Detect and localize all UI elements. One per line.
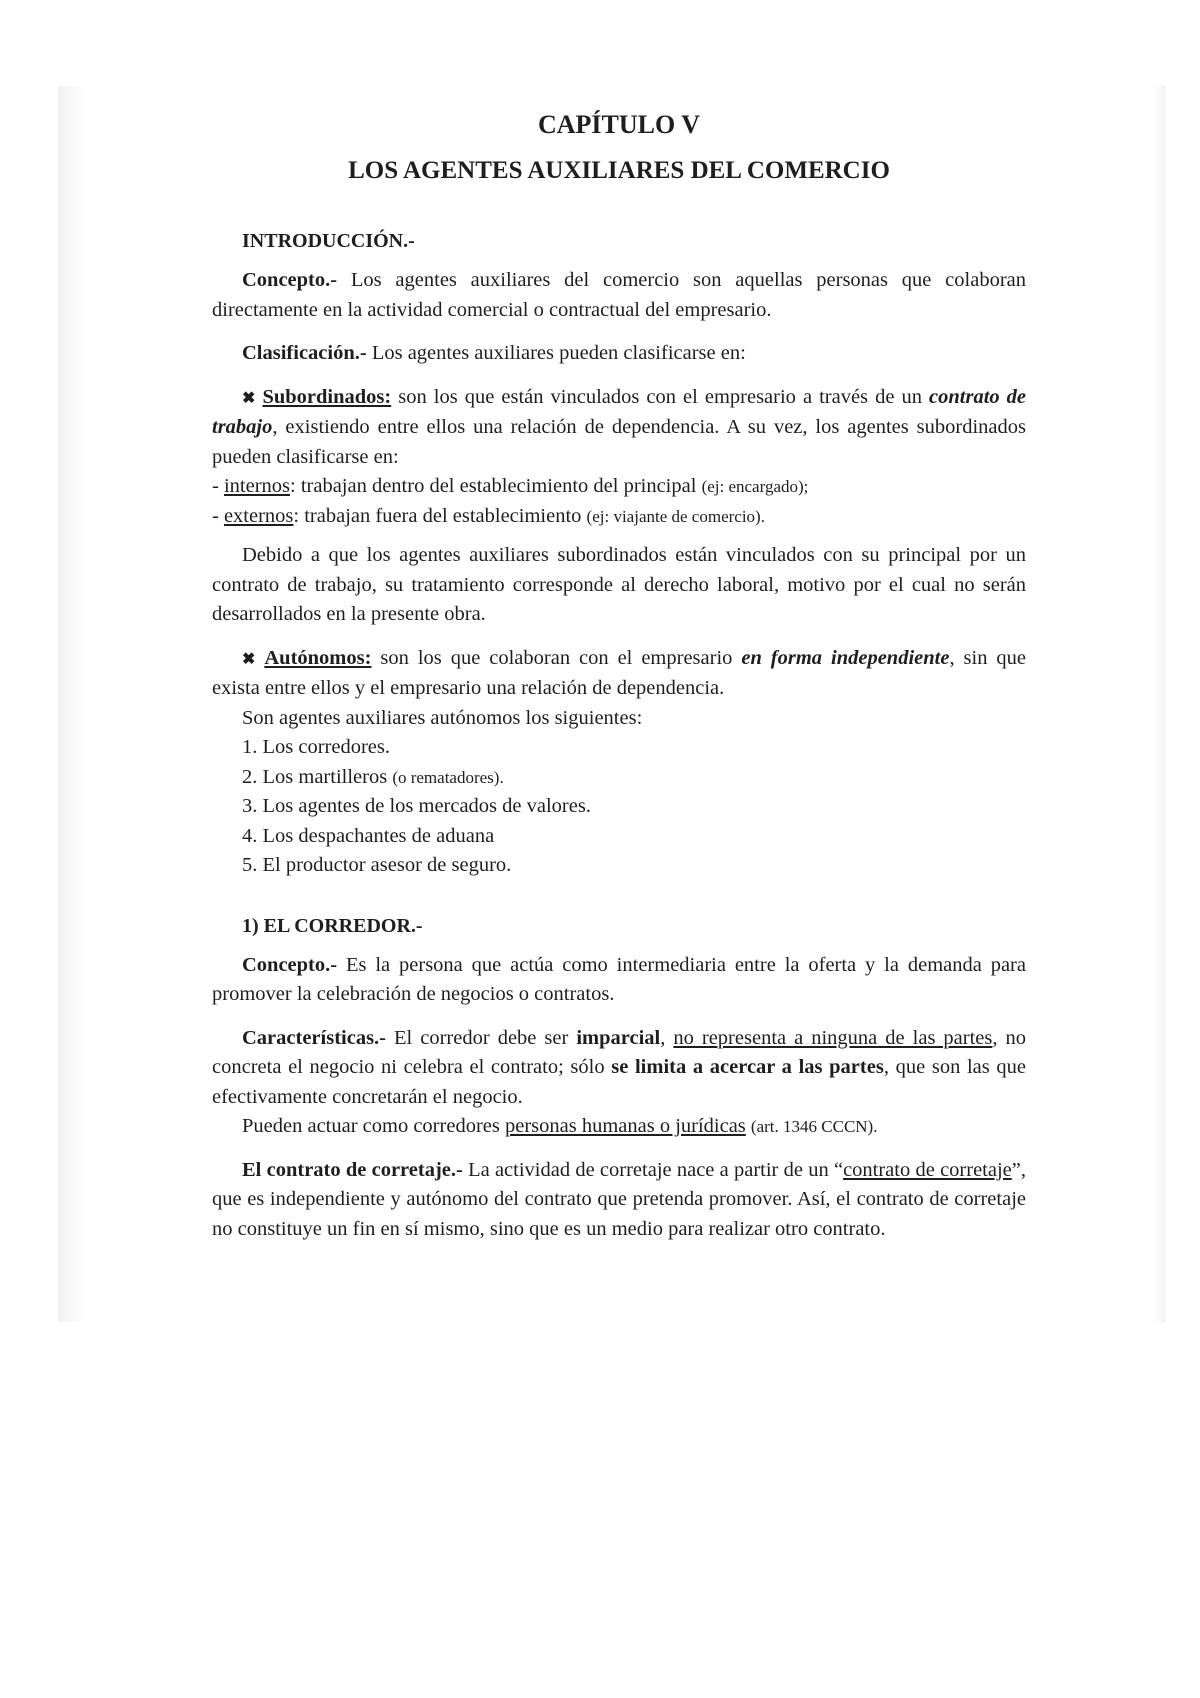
paragraph-caracteristicas: Características.- El corredor debe ser imparcial, no representa a ninguna de las partes, no concreta el negocio ni celebra el contrato; sólo se limita a acercar a las partes, que son las que efectivamente concretarán el negocio.	[212, 1026, 1027, 1108]
list-item: 4. Los despachantes de aduana	[242, 824, 495, 847]
subordinados-emphasis: contrato de trabajo	[212, 385, 1027, 438]
externos-label: externos	[223, 504, 294, 527]
autonomos-list-intro: Son agentes auxiliares autónomos los siguientes:	[242, 706, 643, 729]
paragraph-subordinados-note: Debido a que los agentes auxiliares subordinados están vinculados con su principal por un contrato de trabajo, su tratamiento corresponde al derecho laboral, motivo por el cual no serán desarrollados en la presente obra.	[212, 544, 1026, 625]
externos-example: (ej: viajante de comercio).	[586, 506, 765, 526]
externos-dash: -	[212, 504, 224, 527]
internos-dash: -	[212, 475, 224, 497]
list-item: 3. Los agentes de los mercados de valores.	[242, 795, 591, 817]
contrato-label: El contrato de corretaje.-	[242, 1158, 463, 1181]
autonomos-list	[212, 733, 1026, 881]
page-shadow-right	[1152, 86, 1166, 1322]
internos-label: internos	[223, 475, 290, 497]
concepto-label: Concepto.-	[242, 269, 338, 291]
subordinados-text-after: , existiendo entre ellos una relación de dependencia. A su vez, los agentes subordinados pueden clasificarse en:	[212, 416, 1026, 468]
section-heading-introduccion: INTRODUCCIÓN.-	[242, 230, 415, 252]
cross-bullet-icon: ✖	[242, 389, 256, 407]
autonomos-text-after: , sin que exista entre ellos y el empresario una relación de dependencia.	[212, 646, 1026, 699]
autonomos-text-before: son los que colaboran con el empresario	[371, 646, 742, 669]
corredor-concepto-label: Concepto.-	[242, 953, 338, 976]
list-item: 2. Los martilleros (o rematadores).	[242, 765, 504, 788]
list-item: 5. El productor asesor de seguro.	[242, 854, 512, 876]
document-page	[86, 86, 1152, 1322]
chapter-title: LOS AGENTES AUXILIARES DEL COMERCIO	[348, 157, 890, 184]
paragraph-subordinados	[212, 383, 1026, 473]
paragraph-clasificacion	[212, 339, 1026, 369]
paragraph-contrato-corretaje: El contrato de corretaje.- La actividad de corretaje nace a partir de un “contrato de corretaje”, que es independiente y autónomo del contrato que pretenda promover. Así, el contrato de corretaje no constituye un fin en sí mismo, sino que es un medio para realizar otro contrato.	[212, 1158, 1026, 1240]
autonomos-emphasis: en forma independiente	[741, 646, 950, 669]
caracteristicas-label: Características.-	[242, 1026, 387, 1049]
subordinados-externos	[212, 502, 1026, 532]
corredor-concepto-text: Es la persona que actúa como intermediaria entre la oferta y la demanda para promover la celebración de negocios o contratos.	[212, 953, 1026, 1005]
internos-text: : trabajan dentro del establecimiento del principal	[290, 475, 702, 497]
paragraph-pueden-actuar: Pueden actuar como corredores personas humanas o jurídicas (art. 1346 CCCN).	[242, 1115, 878, 1137]
internos-example: (ej: encargado);	[701, 477, 809, 496]
clasificacion-text: Los agentes auxiliares pueden clasificarse en:	[366, 342, 746, 364]
clasificacion-label: Clasificación.-	[242, 342, 367, 364]
autonomos-label: Autónomos:	[264, 646, 372, 669]
list-item: 1. Los corredores.	[242, 736, 391, 758]
subordinados-internos	[212, 472, 1026, 502]
section-heading-corredor: 1) EL CORREDOR.-	[242, 914, 423, 937]
cross-bullet-icon: ✖	[242, 650, 256, 668]
subordinados-label: Subordinados:	[262, 385, 392, 408]
page-content	[212, 108, 1026, 1244]
paragraph-corredor-concepto	[212, 951, 1026, 1010]
externos-text: : trabajan fuera del establecimiento	[293, 504, 587, 527]
page-shadow-left	[58, 86, 86, 1322]
paragraph-concepto	[212, 266, 1026, 325]
subordinados-text-before: son los que están vinculados con el empresario a través de un	[391, 385, 930, 408]
paragraph-autonomos	[212, 644, 1026, 704]
concepto-text: Los agentes auxiliares del comercio son aquellas personas que colaboran directamente en la actividad comercial o contractual del empresario.	[212, 269, 1026, 321]
chapter-number: CAPÍTULO V	[537, 110, 701, 139]
